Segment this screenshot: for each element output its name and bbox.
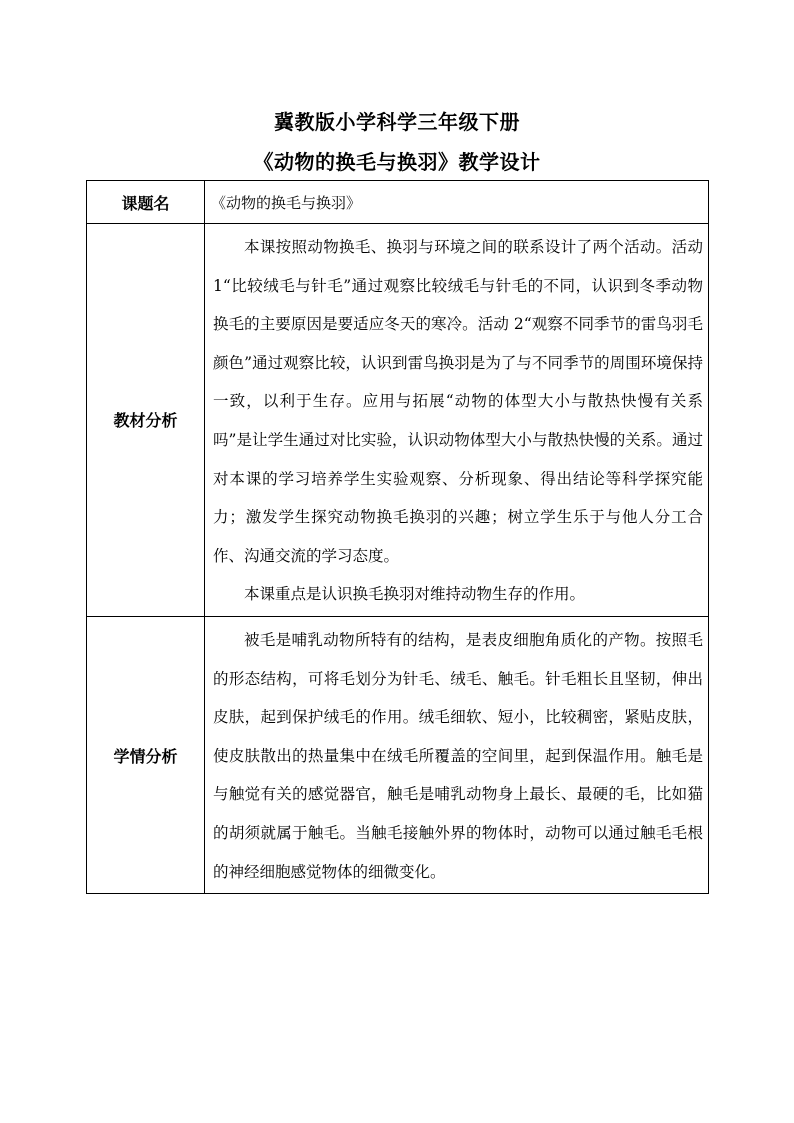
row-content-topic [205,181,709,224]
paragraph: 本课重点是认识换毛换羽对维持动物生存的作用。 [244,585,586,604]
row-content-student-analysis [205,616,709,893]
row-content-textbook-analysis [205,224,709,617]
title-line-2: 《动物的换毛与换羽》教学设计 [253,150,541,174]
row-label-student-analysis: 学情分析 [87,616,205,893]
title-line-1: 冀教版小学科学三年级下册 [274,110,520,134]
paragraph: 被毛是哺乳动物所特有的结构，是表皮细胞角质化的产物。按照毛的形态结构，可将毛划分为针毛、绒毛、触毛。针毛粗长且坚韧，伸出皮肤，起到保护绒毛的作用。绒毛细软、短小，比较稠密，紧贴皮肤，使皮肤散出的热量集中在绒毛所覆盖的空间里，起到保温作用。触毛是与触觉有关的感觉器官，触毛是哺乳动物身上最长、最硬的毛，比如猫的胡须就属于触毛。当触毛接触外界的物体时，动物可以通过触毛毛根的神经细胞感觉物体的细微变化。 [213,630,703,881]
row-label-textbook-analysis: 教材分析 [87,224,205,617]
lesson-design-table [86,180,709,894]
topic-text: 《动物的换毛与换羽》 [211,193,362,212]
table-row-student-analysis [87,616,709,893]
paragraph: 本课按照动物换毛、换羽与环境之间的联系设计了两个活动。活动 1“比较绒毛与针毛”通过观察比较绒毛与针毛的不同，认识到冬季动物换毛的主要原因是要适应冬天的寒冷。活动 2“观察不同季节的雷鸟羽毛颜色”通过观察比较，认识到雷鸟换羽是为了与不同季节的周围环境保持一致，以利于生存。应用与拓展“动物的体型大小与散热快慢有关系吗”是让学生通过对比实验，认识动物体型大小与散热快慢的关系。通过对本课的学习培养学生实验观察、分析现象、得出结论等科学探究能力；激发学生探究动物换毛换羽的兴趣；树立学生乐于与他人分工合作、沟通交流的学习态度。 [213,238,703,565]
table-row-textbook-analysis [87,224,709,617]
row-label-topic: 课题名 [87,181,205,224]
table-row-topic [87,181,709,224]
document-title [0,102,794,182]
